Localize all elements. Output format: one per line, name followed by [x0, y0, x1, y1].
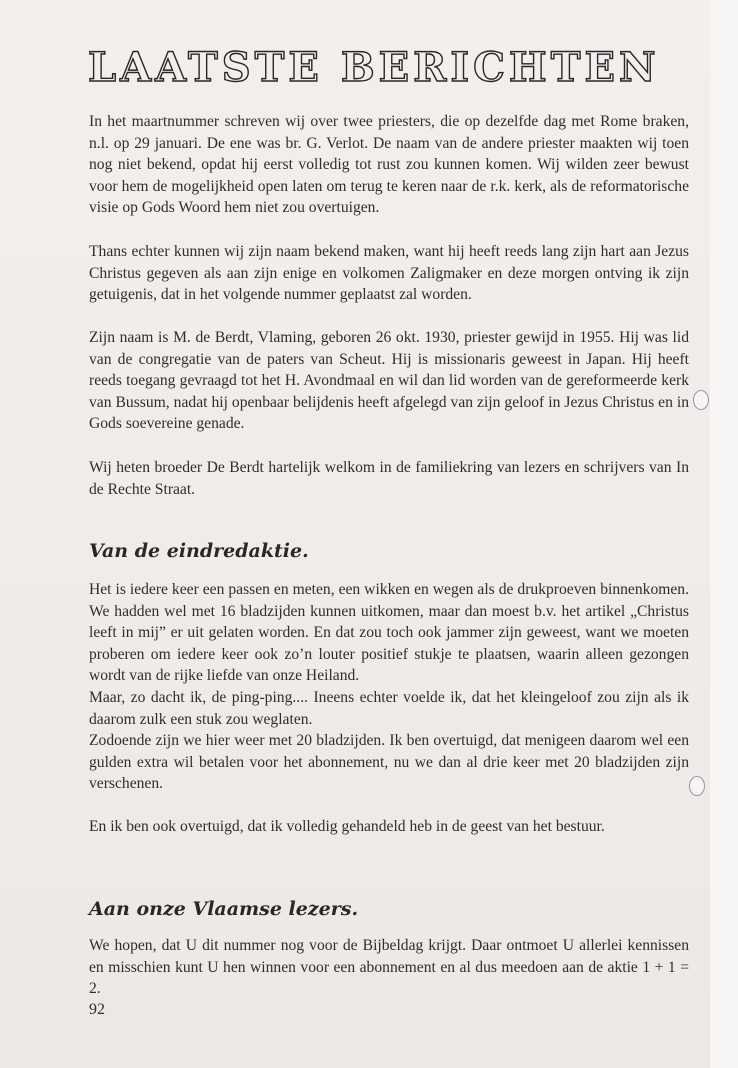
section-heading-eindredaktie: Van de eindredaktie.	[89, 540, 309, 562]
vlaamse-paragraph-1: We hopen, dat U dit nummer nog voor de Bijbeldag krijgt. Daar ontmoet U allerlei kennissen en misschien kunt U hen winnen voor een abonnement en al dus meedoen aan de aktie 1 + 1 = 2.	[89, 937, 689, 998]
eindredaktie-paragraph-2: Maar, zo dacht ik, de ping-ping.... Ineens echter voelde ik, dat het kleingeloof zou zijn als ik daarom zulk een stuk zou weglaten.	[89, 689, 689, 728]
eindredaktie-paragraph-4: En ik ben ook overtuigd, dat ik volledig gehandeld heb in de geest van het bestuur.	[89, 818, 605, 835]
punch-hole-mark	[689, 776, 705, 796]
eindredaktie-paragraph-3: Zodoende zijn we hier weer met 20 bladzijden. Ik ben overtuigd, dat menigeen daarom wel een gulden extra wil betalen voor het abonnement, nu we dan al drie keer met 20 bladzijden zijn verschenen.	[89, 732, 689, 793]
page-margin	[710, 0, 738, 1068]
punch-hole-mark	[693, 390, 709, 410]
intro-paragraph-3: Zijn naam is M. de Berdt, Vlaming, geboren 26 okt. 1930, priester gewijd in 1955. Hij was lid van de congregatie van de paters van Scheut. Hij is missionaris geweest in Japan. Hij heeft reeds toegang gevraagd tot het H. Avondmaal en wil dan lid worden van de gereformeerde kerk van Bussum, nadat hij openbaar belijdenis heeft afgelegd van zijn geloof in Jezus Christus en in Gods soevereine genade.	[89, 329, 689, 433]
intro-paragraph-4: Wij heten broeder De Berdt hartelijk welkom in de familiekring van lezers en schrijvers van In de Rechte Straat.	[89, 459, 689, 498]
eindredaktie-paragraph-1: Het is iedere keer een passen en meten, een wikken en wegen als de drukproeven binnenkomen. We hadden wel met 16 bladzijden kunnen uitkomen, maar dan moest b.v. het artikel „Christus leeft in mij” er uit gelaten worden. En dat zou toch ook jammer zijn geweest, want we moeten proberen om iedere keer ook zo’n louter positief stukje te plaatsen, waarin alleen gezongen wordt van de rijke liefde van onze Heiland.	[89, 581, 689, 685]
section-heading-vlaamse-lezers: Aan onze Vlaamse lezers.	[89, 898, 359, 920]
page-number: 92	[89, 1001, 105, 1018]
page-title: LAATSTE BERICHTEN	[88, 44, 660, 91]
intro-paragraph-2: Thans echter kunnen wij zijn naam bekend maken, want hij heeft reeds lang zijn hart aan Jezus Christus gegeven als aan zijn enige en volkomen Zaligmaker en deze morgen ontving ik zijn getuigenis, dat in het volgende nummer geplaatst zal worden.	[89, 243, 689, 304]
intro-paragraph-1: In het maartnummer schreven wij over twee priesters, die op dezelfde dag met Rome braken, n.l. op 29 januari. De ene was br. G. Verlot. De naam van de andere priester maakten wij toen nog niet bekend, opdat hij eerst volledig tot rust zou kunnen komen. Wij wilden zeer bewust voor hem de mogelijkheid open laten om terug te keren naar de r.k. kerk, als de reformatorische visie op Gods Woord hem niet zou overtuigen.	[89, 113, 689, 217]
